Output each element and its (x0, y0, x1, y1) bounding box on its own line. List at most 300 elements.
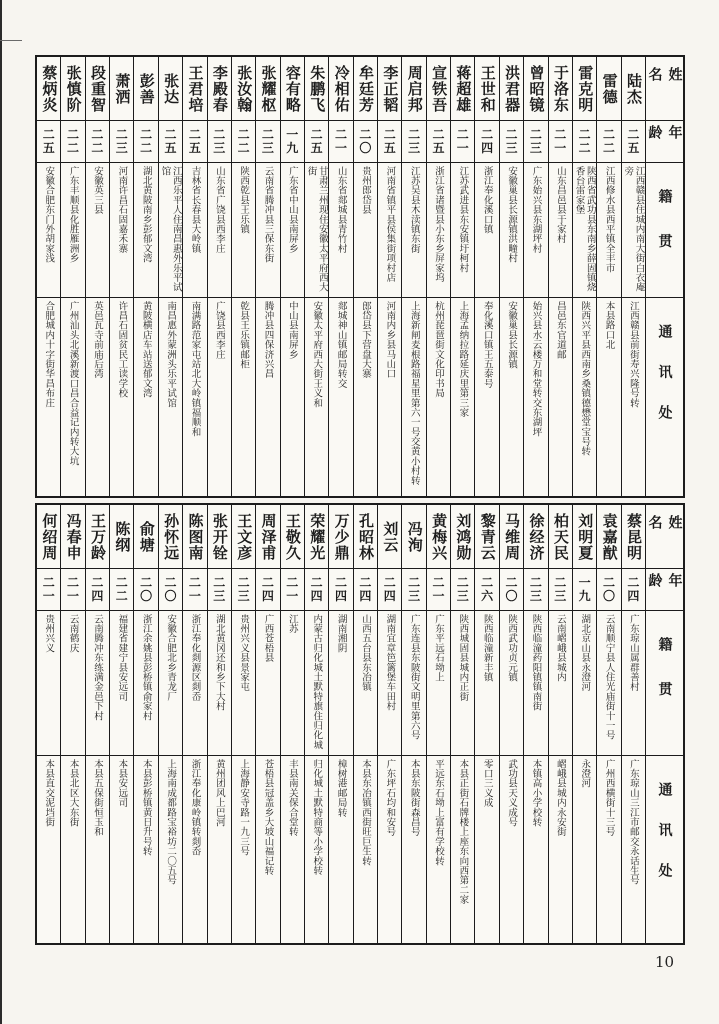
person-origin-cell (232, 163, 255, 298)
person-column (85, 505, 109, 943)
person-name-cell (378, 57, 401, 121)
person-address: 奉化溪口镇王五泰号 (481, 301, 493, 389)
person-name: 朱鹏飞 (308, 64, 327, 113)
person-origin-cell (378, 611, 401, 756)
person-name-cell (281, 505, 304, 569)
person-age-cell (427, 569, 450, 611)
person-name-cell (451, 505, 474, 569)
person-name-cell (232, 57, 255, 121)
person-address: 本县五保街恒玉和 (92, 759, 104, 837)
header-age-label: 年龄 (646, 573, 683, 592)
person-age-cell (110, 569, 133, 611)
person-address: 武功县天义成号 (506, 759, 518, 827)
person-origin: 浙江奉化剡源区剡岙 (189, 614, 201, 702)
person-name-cell (427, 57, 450, 121)
person-origin-cell (110, 163, 133, 298)
person-name: 陈图南 (186, 512, 205, 561)
person-address: 郎岱县下营盘大寨 (359, 301, 371, 379)
person-age-cell (305, 121, 328, 163)
person-name: 王万龄 (89, 512, 108, 561)
person-column (85, 57, 109, 496)
person-column (548, 505, 572, 943)
person-name-cell (549, 505, 572, 569)
person-age: 二三 (406, 128, 421, 155)
person-age: 二三 (114, 128, 129, 155)
scan-corner-mark (0, 40, 22, 41)
person-column (60, 57, 84, 496)
person-name: 李殿春 (210, 64, 229, 113)
person-origin: 山西五台县东冶镇 (359, 614, 371, 692)
person-name-cell (329, 505, 352, 569)
person-name-cell (183, 57, 206, 121)
person-address: 杭州琵琶街文化印书局 (433, 301, 445, 398)
person-address-cell (61, 298, 84, 496)
person-address-cell (329, 298, 352, 496)
person-address-cell (159, 756, 182, 943)
person-age: 二二 (601, 128, 616, 155)
header-age-cell (646, 121, 683, 163)
person-address: 黄陂横店车站送郁文湾 (140, 301, 152, 398)
person-address: 本县正街石牌楼上座东向西第二家 (457, 759, 469, 905)
person-origin-cell (500, 163, 523, 298)
person-address: 中山县南屏乡 (286, 301, 298, 360)
person-age: 二五 (162, 128, 177, 155)
person-address-cell (402, 756, 425, 943)
person-age: 二三 (528, 128, 543, 155)
person-address: 永澄河 (579, 759, 591, 789)
person-age-cell (110, 121, 133, 163)
header-name-label: 姓名 (646, 515, 683, 542)
person-origin: 吉林省长春县大岭镇 (189, 166, 201, 254)
person-column (60, 505, 84, 943)
person-origin: 陕西临潼药阳镇镇南街 (530, 614, 542, 711)
person-address: 本县东冶镇西街旺巨生转 (359, 759, 371, 866)
person-age-cell (524, 121, 547, 163)
header-column (645, 505, 683, 943)
person-origin-cell (159, 163, 182, 298)
header-origin-cell (646, 163, 683, 298)
person-origin: 湖北京山县永澄河 (579, 614, 591, 692)
person-address: 平远东石坳上富有学校转 (433, 759, 445, 866)
person-name-cell (500, 505, 523, 569)
person-origin-cell (573, 163, 596, 298)
person-address: 黄州团风上巴河 (213, 759, 225, 827)
person-origin-cell (61, 163, 84, 298)
person-address-cell (37, 756, 60, 943)
person-name-cell (597, 505, 620, 569)
person-name-cell (86, 57, 109, 121)
person-name: 段重智 (89, 64, 108, 113)
person-column (450, 505, 474, 943)
person-name: 宣铁吾 (430, 64, 449, 113)
person-address: 广州西横街十三号 (603, 759, 615, 837)
person-column (255, 57, 279, 496)
person-age-cell (549, 569, 572, 611)
person-name: 刘鸿勋 (454, 512, 473, 561)
person-address: 南满路范家屯站北大岭镇福顺和 (189, 301, 201, 437)
person-address-cell (451, 756, 474, 943)
person-address: 广东琼山三江市邮交永话生号 (627, 759, 639, 885)
person-address-cell (305, 298, 328, 496)
person-origin: 广东丰顺县化胜雁洲乡 (67, 166, 79, 263)
person-column (548, 57, 572, 496)
person-address: 丰县南关保合堂转 (286, 759, 298, 837)
person-name-cell (232, 505, 255, 569)
person-age-cell (61, 121, 84, 163)
person-age-cell (159, 569, 182, 611)
person-age: 二三 (406, 576, 421, 603)
person-origin-cell (134, 163, 157, 298)
person-origin-cell (183, 163, 206, 298)
person-name-cell (208, 505, 231, 569)
person-origin: 浙江余姚县彭桥镇俞家村 (140, 614, 152, 721)
person-age: 二〇 (504, 576, 519, 603)
person-address: 本县安远司 (116, 759, 128, 808)
header-address-label: 通讯处 (656, 782, 673, 904)
person-column (426, 57, 450, 496)
person-column (523, 505, 547, 943)
person-address-cell (500, 756, 523, 943)
person-column (255, 505, 279, 943)
person-address: 本县直交泥垱街 (43, 759, 55, 827)
person-address-cell (378, 298, 401, 496)
header-age-label: 年龄 (646, 125, 683, 144)
person-age-cell (378, 121, 401, 163)
person-age-cell (37, 121, 60, 163)
person-address: 苍梧县冠盖乡大坡山福记转 (262, 759, 274, 876)
person-address-cell (524, 756, 547, 943)
person-address: 上海静安寺路一九三号 (238, 759, 250, 856)
header-origin-label: 籍贯 (656, 189, 673, 279)
person-address: 乾县王乐镇邮柜 (238, 301, 250, 369)
person-address-cell (256, 756, 279, 943)
person-name-cell (573, 57, 596, 121)
person-origin: 湖北黄陂南乡彭郁文湾 (140, 166, 152, 263)
person-origin-cell (281, 163, 304, 298)
person-column (621, 505, 645, 943)
person-origin-cell (232, 611, 255, 756)
person-name-cell (134, 57, 157, 121)
header-column (645, 57, 683, 496)
person-age-cell (622, 569, 645, 611)
person-name-cell (110, 57, 133, 121)
person-address-cell (573, 756, 596, 943)
person-name: 牟廷芳 (356, 64, 375, 113)
person-name: 荣耀光 (308, 512, 327, 561)
person-address: 广东坪石均和安号 (384, 759, 396, 837)
person-address-cell (110, 756, 133, 943)
person-origin-cell (110, 611, 133, 756)
person-name: 张汝翰 (235, 64, 254, 113)
person-age: 二五 (41, 128, 56, 155)
person-origin: 山东省广饶县西李庄 (213, 166, 225, 254)
person-name-cell (573, 505, 596, 569)
person-address: 安徽巢县长源镇 (506, 301, 518, 369)
person-name: 洪君器 (503, 64, 522, 113)
person-origin: 广东平远石坳上 (433, 614, 445, 682)
person-name: 王君培 (186, 64, 205, 113)
person-name: 张开铨 (210, 512, 229, 561)
roster-table-bottom (35, 503, 685, 945)
person-address: 本县东陂街森昌号 (408, 759, 420, 837)
person-origin: 安徽合肥北乡青龙厂 (165, 614, 177, 702)
person-name-cell (354, 57, 377, 121)
person-age: 二二 (138, 128, 153, 155)
person-age-cell (183, 121, 206, 163)
person-address: 上海孟纳拉路延庆里第三家 (457, 301, 469, 418)
person-address-cell (183, 756, 206, 943)
person-address: 始兴县水云楼万和堂转交东湖坪 (530, 301, 542, 437)
person-age-cell (427, 121, 450, 163)
person-name-cell (208, 57, 231, 121)
person-origin: 江苏吴县木渎镇东街 (408, 166, 420, 254)
person-origin: 陕西省武功县东南乡薛固镇烧香台雷家堡 (573, 166, 596, 292)
person-column (182, 505, 206, 943)
person-address-cell (110, 298, 133, 496)
person-age-cell (281, 121, 304, 163)
header-address-cell (646, 298, 683, 496)
person-origin-cell (597, 163, 620, 298)
person-column (377, 57, 401, 496)
person-column (280, 505, 304, 943)
person-name: 蔡昆明 (624, 512, 643, 561)
person-name: 李正韬 (381, 64, 400, 113)
person-age: 二三 (211, 576, 226, 603)
person-age-cell (159, 121, 182, 163)
person-name: 冷相佑 (332, 64, 351, 113)
person-age: 二三 (455, 576, 470, 603)
person-address-cell (37, 298, 60, 496)
person-age: 二三 (211, 128, 226, 155)
person-origin-cell (159, 611, 182, 756)
person-age-cell (451, 121, 474, 163)
person-name-cell (549, 57, 572, 121)
person-address-cell (549, 298, 572, 496)
person-column (426, 505, 450, 943)
person-origin: 福建省建宁县安远司 (116, 614, 128, 702)
person-name: 黄梅兴 (430, 512, 449, 561)
person-address-cell (475, 756, 498, 943)
person-origin: 湖南宜章笆篱堡车田村 (384, 614, 396, 711)
person-address-cell (378, 756, 401, 943)
person-name: 于洛东 (551, 64, 570, 113)
person-origin-cell (500, 611, 523, 756)
person-age: 二四 (309, 576, 324, 603)
person-address: 许昌石固贫民工读学校 (116, 301, 128, 398)
person-origin-cell (37, 163, 60, 298)
person-name-cell (622, 57, 645, 121)
person-origin-cell (475, 611, 498, 756)
person-origin-cell (354, 611, 377, 756)
person-name: 张慎阶 (64, 64, 83, 113)
person-name: 雷德 (600, 72, 619, 105)
person-name: 冯洵 (405, 520, 424, 553)
person-origin: 山东省郯城县青竹村 (335, 166, 347, 254)
person-name-cell (427, 505, 450, 569)
person-name-cell (500, 57, 523, 121)
person-column (109, 57, 133, 496)
person-age-cell (402, 569, 425, 611)
person-origin: 云南省腾冲县三保东街 (262, 166, 274, 263)
person-column (401, 505, 425, 943)
person-name-cell (597, 57, 620, 121)
person-name-cell (159, 505, 182, 569)
person-name: 马维周 (503, 512, 522, 561)
person-origin: 陕西乾县王乐镇 (238, 166, 250, 234)
person-column (133, 505, 157, 943)
person-address: 本县路口北 (603, 301, 615, 350)
person-column (523, 57, 547, 496)
person-age-cell (524, 569, 547, 611)
person-age-cell (329, 121, 352, 163)
person-name: 俞塘 (137, 520, 156, 553)
person-address: 零口三义成 (481, 759, 493, 808)
person-address-cell (256, 298, 279, 496)
person-age: 二六 (479, 576, 494, 603)
person-origin-cell (622, 611, 645, 756)
person-address-cell (524, 298, 547, 496)
person-origin: 江西赣县住城内南大街白衣庵旁 (622, 166, 645, 292)
person-column (231, 505, 255, 943)
person-age: 二三 (260, 128, 275, 155)
person-name: 萧洒 (113, 72, 132, 105)
person-age: 二四 (382, 576, 397, 603)
person-age-cell (183, 569, 206, 611)
person-address: 陕西兴平县西南乡桑镇德懋堂宝号转 (579, 301, 591, 457)
person-address-cell (208, 298, 231, 496)
person-age-cell (378, 569, 401, 611)
person-name-cell (110, 505, 133, 569)
person-name-cell (256, 57, 279, 121)
person-age-cell (451, 569, 474, 611)
person-address: 南昌惠外蒙洲头乐平试馆 (165, 301, 177, 408)
person-origin: 河南许昌石固嘉禾寨 (116, 166, 128, 254)
person-name: 雷克明 (576, 64, 595, 113)
person-name: 万少鼎 (332, 512, 351, 561)
person-age: 二〇 (162, 576, 177, 603)
header-address-label: 通讯处 (656, 324, 673, 446)
person-column (133, 57, 157, 496)
person-address-cell (232, 756, 255, 943)
person-origin-cell (329, 163, 352, 298)
person-origin-cell (524, 611, 547, 756)
person-origin-cell (573, 611, 596, 756)
person-origin: 山东昌邑县于家村 (554, 166, 566, 244)
person-name: 张达 (162, 72, 181, 105)
person-name-cell (451, 57, 474, 121)
person-name: 黎青云 (478, 512, 497, 561)
person-age: 二五 (309, 128, 324, 155)
person-age-cell (597, 569, 620, 611)
person-column (621, 57, 645, 496)
person-age-cell (329, 569, 352, 611)
person-age-cell (354, 569, 377, 611)
person-origin: 云南顺宁县人住光庙街十一号 (603, 614, 615, 740)
person-name-cell (159, 57, 182, 121)
person-origin-cell (427, 611, 450, 756)
person-address: 樟树港邮局转 (335, 759, 347, 818)
person-age: 二四 (89, 576, 104, 603)
person-age: 二四 (260, 576, 275, 603)
person-column (231, 57, 255, 496)
person-origin: 甘肃兰州现住安徽太平府西大街 (305, 166, 328, 292)
person-origin-cell (281, 611, 304, 756)
person-age-cell (573, 569, 596, 611)
person-column (207, 505, 231, 943)
person-age: 二五 (430, 128, 445, 155)
person-age: 二一 (455, 128, 470, 155)
person-address: 本镇高小学校转 (530, 759, 542, 827)
person-name-cell (354, 505, 377, 569)
person-address-cell (354, 298, 377, 496)
person-origin: 贵州郎岱县 (359, 166, 371, 215)
person-origin: 云南鹤庆 (67, 614, 79, 653)
person-name: 周启邦 (405, 64, 424, 113)
person-age: 二二 (89, 128, 104, 155)
person-age: 二二 (65, 128, 80, 155)
person-origin-cell (134, 611, 157, 756)
person-name: 刘明夏 (576, 512, 595, 561)
person-name-cell (256, 505, 279, 569)
person-name-cell (61, 57, 84, 121)
person-column (572, 57, 596, 496)
person-address: 本县彭桥镇黄日升号转 (140, 759, 152, 856)
person-age-cell (134, 569, 157, 611)
person-origin: 云南腾冲东练满金邑下村 (92, 614, 104, 721)
person-address-cell (86, 298, 109, 496)
person-name: 袁嘉猷 (600, 512, 619, 561)
person-age-cell (281, 569, 304, 611)
person-address: 广州汕头北溪新渡口昌合益记内转大坑 (67, 301, 79, 466)
person-column (450, 57, 474, 496)
person-address: 归化城土默特商等小学校转 (311, 759, 323, 876)
person-age-cell (597, 121, 620, 163)
person-name-cell (329, 57, 352, 121)
header-age-cell (646, 569, 683, 611)
person-name: 蒋超雄 (454, 64, 473, 113)
person-origin-cell (354, 163, 377, 298)
person-origin-cell (305, 611, 328, 756)
person-origin-cell (183, 611, 206, 756)
person-origin: 河南省镇平县侯集街项村店 (384, 166, 396, 283)
person-column (572, 505, 596, 943)
person-age-cell (305, 569, 328, 611)
person-age: 二四 (625, 576, 640, 603)
person-column (328, 57, 352, 496)
person-age-cell (232, 569, 255, 611)
person-origin-cell (61, 611, 84, 756)
person-name: 陈纲 (113, 520, 132, 553)
person-name-cell (402, 505, 425, 569)
person-age-cell (573, 121, 596, 163)
person-age: 二一 (333, 128, 348, 155)
person-origin-cell (549, 611, 572, 756)
person-age: 二〇 (357, 128, 372, 155)
header-address-cell (646, 756, 683, 943)
person-address: 上海新闸麦根路福星里第六一号交黄小村转 (408, 301, 420, 486)
person-address-cell (329, 756, 352, 943)
person-origin: 广西苍梧县 (262, 614, 274, 663)
person-age-cell (622, 121, 645, 163)
person-age: 二五 (382, 128, 397, 155)
person-age-cell (402, 121, 425, 163)
person-origin: 广东琼山属群善村 (627, 614, 639, 692)
person-origin: 陕西武功贞元镇 (506, 614, 518, 682)
person-name: 王世和 (478, 64, 497, 113)
person-column (499, 57, 523, 496)
person-origin: 贵州兴义 (43, 614, 55, 653)
person-name-cell (402, 57, 425, 121)
